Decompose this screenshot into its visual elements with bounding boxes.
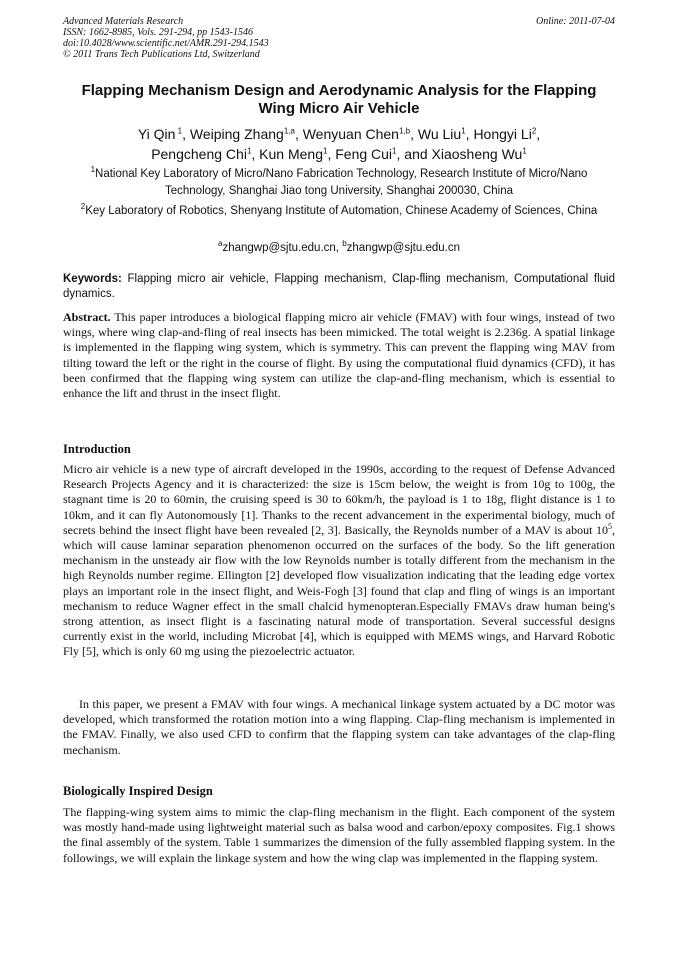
author: Weiping Zhang$^{1,a}$ bbox=[189, 126, 295, 142]
keywords bbox=[63, 272, 615, 302]
introduction-heading: Introduction bbox=[63, 442, 131, 456]
introduction-paragraph-1: Micro air vehicle is a new type of aircraft developed in the 1990s, according to the request of Defense Advanced Research Projects Agency and it is characterized: the size is 15cm below, the weight is from 10g to 100g, the stagnant time is 20 to 60min, the cruising speed is 30 to 60km/h, the payload is 1 to 18g, flight distance is 1 to 10km, and it can fly Autonomously [1]. Thanks to the recent advancement in the experimental biology, much of secrets behind the insect flight have been revealed [2, 3]. Basically, the Reynolds number of a MAV is about $10^5$, which will cause laminar separation phenomenon occurred on the surfaces of the body. So the lift generation mechanism in the unsteady air flow with the low Reynolds number is totally different from the mechanism in the high Reynolds number regime. Ellington [2] developed flow visualization indicating that the leading edge vortex plays an important role in the insect flight, and Weis-Fogh [3] found that clap and fling of wings is an important mechanism to reduce Wagner effect in the small chalcid hymenopteran.Especially FMAVs draw human being's strong attention, as insect flight is a fascinating natural mode of transportation. Several successful designs currently exist in the world, including Microbat [4], which is equipped with MEMS wings, and Harvard Robotic Fly [5], which is only 60 mg using the piezoelectric actuator. bbox=[63, 462, 615, 659]
doi-line[interactable]: doi:10.4028/www.scientific.net/AMR.291-294.1543 bbox=[63, 38, 269, 49]
author-list: Yi Qin $^1$, Weiping Zhang$^{1,a}$, Wenyuan Chen$^{1,b}$, Wu Liu$^1$, Hongyi Li$^2$, Pengcheng Chi$^1$, Kun Meng$^1$, Feng Cui$^1$, and Xiaosheng Wu$^1$ bbox=[137, 126, 541, 162]
email-a[interactable]: $^a$zhangwp@sjtu.edu.cn bbox=[218, 239, 336, 254]
journal-name: Advanced Materials Research bbox=[63, 16, 184, 27]
email-b[interactable]: $^b$zhangwp@sjtu.edu.cn bbox=[342, 239, 460, 254]
introduction-paragraph-2: In this paper, we present a FMAV with four wings. A mechanical linkage system actuated by a DC motor was developed, which transformed the rotation motion into a wing flapping. Clap-fling mechanism is implemented in the FMAV. Finally, we also used CFD to confirm that the flapping system can take advantages of the clap-fling mechanism. bbox=[63, 697, 615, 757]
keywords-label: Keywords: bbox=[63, 273, 122, 285]
author: Wenyuan Chen$^{1,b}$ bbox=[302, 126, 411, 142]
author: Wu Liu$^1$ bbox=[417, 126, 466, 142]
bio-design-paragraph-1: The flapping-wing system aims to mimic the clap-fling mechanism in the flight. Each component of the system was mostly hand-made using lightweight material such as balsa wood and carbon/epoxy composites. Fig.1 shows the final assembly of the system. Table 1 summarizes the dimension of the fully assembled flapping system. In the followings, we will explain the linkage system and how the wing clap was implemented in the flapping system. bbox=[63, 805, 615, 865]
bio-design-heading: Biologically Inspired Design bbox=[63, 784, 213, 798]
author: Kun Meng$^1$ bbox=[259, 146, 328, 162]
keywords-text: Flapping micro air vehicle, Flapping mechanism, Clap-fling mechanism, Computational fluid dynamics. bbox=[63, 273, 615, 300]
online-date: Online: 2011-07-04 bbox=[536, 16, 615, 27]
affiliation-1: $^1$National Key Laboratory of Micro/Nano Fabrication Technology, Research Institute of Micro/Nano Technology, Shanghai Jiao tong University, Shanghai 200030, China bbox=[90, 165, 588, 197]
issn-line: ISSN: 1662-8985, Vols. 291-294, pp 1543-1546 bbox=[63, 27, 253, 38]
author: Yi Qin $^1$ bbox=[137, 126, 183, 142]
author: Xiaosheng Wu$^1$ bbox=[431, 146, 527, 162]
author: Hongyi Li$^2$ bbox=[473, 126, 537, 142]
author: Pengcheng Chi$^1$ bbox=[151, 146, 252, 162]
abstract-label: Abstract. bbox=[63, 310, 111, 324]
journal-header bbox=[63, 16, 269, 60]
abstract-text: This paper introduces a biological flapping micro air vehicle (FMAV) with four wings, instead of two wings, where wing clap-and-fling of real insects has been mimicked. The total weight is 2.236g. A spatial linkage is implemented in the flapping wing system, which is symmetry. This can prevent the flapping wing MAV from tilting toward the left or the right in the course of flight. By using the computational fluid dynamics (CFD), it has been confirmed that the flapping wing system can utilize the clap-and-fling mechanism, which is essential to enhance the lift and thrust in the insect flight. bbox=[63, 310, 615, 401]
author: Feng Cui$^1$ bbox=[335, 146, 397, 162]
affiliation-2: $^2$Key Laboratory of Robotics, Shenyang Institute of Automation, Chinese Academy of Sciences, China bbox=[80, 202, 598, 217]
copyright-line: © 2011 Trans Tech Publications Ltd, Switzerland bbox=[63, 49, 260, 60]
paper-title: Flapping Mechanism Design and Aerodynamic Analysis for the Flapping Wing Micro Air Vehicle bbox=[81, 82, 597, 117]
abstract bbox=[63, 310, 615, 401]
author-emails: $^a$zhangwp@sjtu.edu.cn, $^b$zhangwp@sjtu.edu.cn bbox=[218, 239, 460, 254]
